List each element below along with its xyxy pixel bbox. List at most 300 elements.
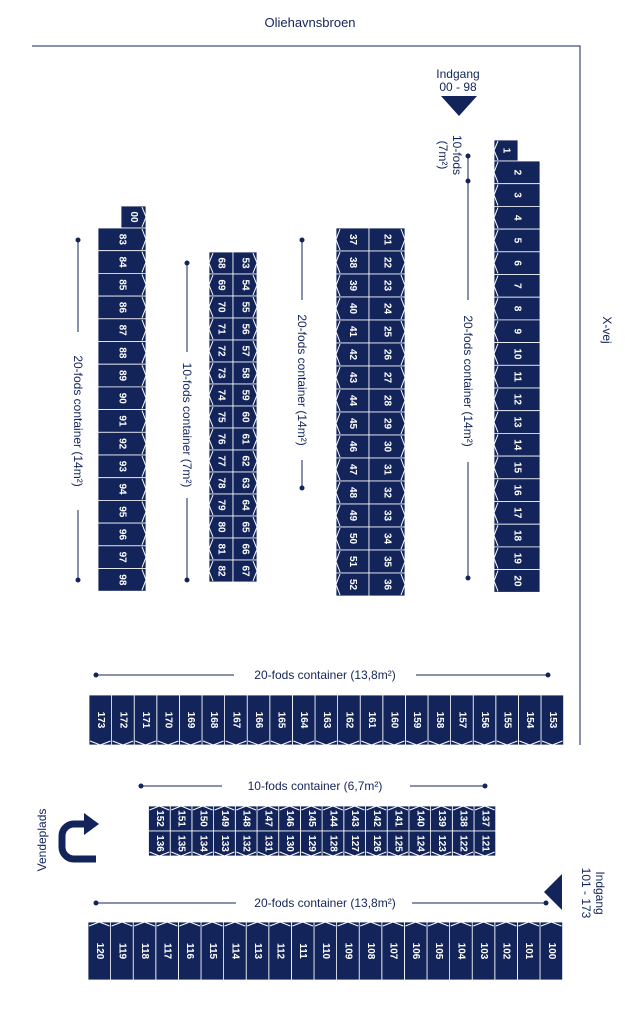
storage-unit[interactable] [98, 455, 146, 478]
storage-unit[interactable] [292, 695, 315, 745]
storage-unit[interactable] [279, 831, 301, 856]
unit-number: 127 [349, 835, 361, 852]
storage-unit[interactable] [369, 366, 405, 389]
storage-unit[interactable] [214, 831, 236, 856]
unit-number: 140 [414, 810, 426, 827]
unit-number: 172 [117, 711, 129, 729]
storage-unit[interactable] [214, 806, 236, 831]
unit-number: 87 [116, 324, 128, 336]
unit-number: 27 [381, 371, 393, 384]
unit-number: 144 [327, 810, 339, 827]
storage-unit[interactable] [209, 362, 233, 384]
dim-dot [466, 179, 471, 184]
storage-unit[interactable] [98, 251, 146, 274]
storage-unit[interactable] [541, 695, 564, 745]
storage-unit[interactable] [233, 252, 257, 274]
storage-unit[interactable] [387, 831, 409, 856]
storage-unit[interactable] [98, 273, 146, 296]
unit-number: 56 [239, 323, 251, 335]
unit-number: 66 [239, 543, 251, 555]
unit-number: 158 [433, 711, 445, 729]
unit-number: 48 [347, 486, 358, 499]
unit-number: 167 [230, 711, 242, 729]
unit-number: 114 [229, 942, 241, 960]
storage-unit[interactable] [452, 831, 474, 856]
unit-number: 117 [161, 942, 173, 960]
storage-unit[interactable] [233, 318, 257, 340]
storage-unit[interactable] [209, 472, 233, 494]
unit-number: 116 [184, 942, 196, 960]
unit-number: 59 [239, 389, 251, 401]
storage-unit[interactable] [494, 388, 540, 411]
unit-number: 43 [347, 371, 358, 384]
unit-number: 7 [511, 283, 523, 289]
unit-number: 88 [116, 347, 128, 359]
storage-unit[interactable] [431, 831, 453, 856]
unit-number: 103 [478, 942, 489, 960]
storage-unit[interactable] [472, 922, 495, 980]
storage-unit[interactable] [233, 516, 257, 538]
storage-unit[interactable] [336, 251, 369, 274]
storage-unit[interactable] [494, 320, 540, 343]
storage-unit[interactable] [225, 695, 248, 745]
storage-unit[interactable] [233, 296, 257, 318]
unit-number: 129 [305, 835, 317, 852]
unit-number: 52 [347, 578, 358, 591]
storage-unit[interactable] [344, 806, 366, 831]
storage-unit[interactable] [336, 527, 369, 550]
unit-number: 20 [511, 575, 523, 587]
storage-unit[interactable] [494, 161, 540, 184]
storage-unit[interactable] [233, 472, 257, 494]
storage-unit[interactable] [315, 695, 338, 745]
storage-unit[interactable] [369, 412, 405, 435]
unit-number: 2 [511, 169, 523, 176]
entrance-north-title: Indgang [436, 67, 480, 81]
storage-unit[interactable] [98, 410, 146, 433]
col4-label: 20-fods container (14m²) [71, 355, 85, 487]
storage-unit[interactable] [494, 365, 540, 388]
unit-number: 149 [218, 810, 230, 827]
storage-unit[interactable] [192, 831, 214, 856]
unit-number: 124 [414, 835, 426, 852]
storage-unit[interactable] [209, 406, 233, 428]
unit-number: 119 [116, 942, 128, 960]
unit-number: 162 [343, 711, 355, 729]
unit-number: 92 [116, 438, 128, 450]
storage-unit[interactable] [314, 922, 337, 980]
storage-unit[interactable] [494, 479, 540, 502]
storage-unit[interactable] [336, 228, 369, 251]
storage-unit[interactable] [336, 573, 369, 596]
storage-unit[interactable] [369, 458, 405, 481]
unit-number: 141 [392, 810, 404, 827]
storage-unit[interactable] [300, 806, 322, 831]
entrance-south-title: Indgang [593, 871, 607, 915]
storage-unit[interactable] [366, 831, 388, 856]
storage-unit[interactable] [209, 296, 233, 318]
storage-unit[interactable] [369, 435, 405, 458]
unit-number: 49 [347, 509, 358, 522]
storage-unit[interactable] [300, 831, 322, 856]
unit-number: 150 [197, 810, 209, 827]
storage-unit[interactable] [270, 695, 293, 745]
unit-number: 64 [239, 499, 251, 511]
storage-unit[interactable] [170, 806, 192, 831]
storage-unit[interactable] [209, 560, 233, 582]
storage-unit[interactable] [494, 524, 540, 547]
unit-number: 60 [239, 411, 251, 423]
storage-unit[interactable] [452, 806, 474, 831]
storage-unit[interactable] [235, 806, 257, 831]
storage-unit[interactable] [201, 922, 224, 980]
unit-number: 26 [381, 348, 393, 361]
storage-unit[interactable] [494, 411, 540, 434]
unit-number: 51 [347, 555, 358, 568]
storage-unit[interactable] [235, 831, 257, 856]
storage-unit[interactable] [494, 570, 540, 593]
storage-unit[interactable] [494, 229, 540, 252]
unit-number: 121 [479, 835, 491, 852]
storage-unit[interactable] [209, 384, 233, 406]
storage-unit[interactable] [98, 546, 146, 569]
unit-number: 100 [545, 942, 557, 960]
storage-unit[interactable] [209, 516, 233, 538]
unit-number: 171 [140, 711, 151, 729]
unit-number: 107 [387, 942, 399, 960]
storage-unit[interactable] [209, 274, 233, 296]
unit-number: 125 [392, 835, 404, 852]
unit-number: 130 [284, 835, 296, 852]
storage-unit[interactable] [494, 184, 540, 207]
unit-number: 82 [215, 565, 227, 577]
storage-unit[interactable] [133, 922, 156, 980]
storage-unit[interactable] [450, 922, 473, 980]
storage-unit[interactable] [336, 297, 369, 320]
unit-number: 132 [240, 835, 252, 852]
storage-unit[interactable] [246, 922, 269, 980]
unit-number: 53 [239, 257, 251, 269]
storage-unit[interactable] [336, 343, 369, 366]
storage-unit[interactable] [427, 922, 450, 980]
unit-number: 163 [320, 711, 332, 729]
storage-unit[interactable] [233, 494, 257, 516]
storage-unit[interactable] [473, 695, 496, 745]
storage-unit[interactable] [233, 384, 257, 406]
unit-number: 135 [175, 835, 187, 852]
storage-unit[interactable] [233, 340, 257, 362]
dim-dot [466, 576, 471, 581]
storage-unit[interactable] [369, 504, 405, 527]
storage-unit[interactable] [336, 550, 369, 573]
unit-number: 39 [347, 279, 358, 292]
storage-unit[interactable] [209, 428, 233, 450]
unit-number: 77 [215, 455, 227, 467]
storage-unit[interactable] [98, 296, 146, 319]
storage-unit[interactable] [451, 695, 474, 745]
unit-number: 8 [511, 305, 523, 312]
storage-unit[interactable] [431, 806, 453, 831]
storage-unit[interactable] [494, 252, 540, 275]
unit-number: 47 [347, 463, 358, 476]
storage-unit[interactable] [209, 538, 233, 560]
storage-unit[interactable] [494, 297, 540, 320]
storage-unit[interactable] [279, 806, 301, 831]
unit-number: 93 [116, 460, 128, 472]
storage-unit[interactable] [369, 527, 405, 550]
storage-unit[interactable] [405, 695, 428, 745]
unit-number: 101 [523, 942, 535, 960]
storage-unit[interactable] [269, 922, 292, 980]
unit-number: 57 [239, 345, 251, 357]
storage-unit[interactable] [257, 806, 279, 831]
storage-unit[interactable] [98, 319, 146, 342]
unit-number: 3 [511, 192, 523, 198]
storage-unit[interactable] [89, 695, 112, 745]
storage-unit[interactable] [540, 922, 563, 980]
storage-unit[interactable] [209, 494, 233, 516]
col1-top-label: 10-fods [450, 134, 464, 176]
storage-unit[interactable] [338, 695, 361, 745]
storage-unit[interactable] [337, 922, 360, 980]
storage-unit[interactable] [156, 922, 179, 980]
storage-unit[interactable] [494, 433, 540, 456]
unit-number: 58 [239, 367, 251, 379]
col3-label: 10-fods container (7m²) [180, 362, 194, 488]
storage-unit[interactable] [209, 252, 233, 274]
entrance-north-range: 00 - 98 [439, 80, 477, 94]
storage-unit[interactable] [359, 922, 382, 980]
unit-number: 111 [297, 943, 309, 959]
storage-unit[interactable] [98, 500, 146, 523]
storage-unit[interactable] [170, 831, 192, 856]
unit-number: 16 [511, 484, 523, 496]
unit-number: 169 [185, 711, 197, 729]
storage-unit[interactable] [409, 831, 431, 856]
unit-number: 1 [500, 147, 512, 154]
storage-unit[interactable] [382, 922, 405, 980]
unit-number: 154 [524, 711, 536, 729]
storage-unit[interactable] [369, 481, 405, 504]
storage-unit[interactable] [428, 695, 451, 745]
storage-unit[interactable] [366, 806, 388, 831]
unit-number: 11 [511, 371, 523, 382]
unit-number: 156 [479, 711, 490, 729]
storage-unit[interactable] [98, 478, 146, 501]
storage-unit[interactable] [336, 389, 369, 412]
unit-number: 73 [215, 367, 227, 379]
storage-unit[interactable] [336, 274, 369, 297]
storage-unit[interactable] [494, 275, 540, 298]
storage-unit[interactable] [369, 550, 405, 573]
storage-unit[interactable] [192, 806, 214, 831]
unit-number: 68 [215, 257, 227, 269]
unit-number: 139 [435, 810, 447, 827]
row-mid-label: 10-fods container (6,7m²) [247, 779, 383, 793]
storage-unit[interactable] [233, 560, 257, 582]
dim-dot [300, 238, 305, 243]
unit-number: 54 [239, 279, 251, 291]
storage-unit[interactable] [495, 922, 518, 980]
storage-unit[interactable] [233, 428, 257, 450]
storage-unit[interactable] [369, 228, 405, 251]
storage-unit[interactable] [387, 806, 409, 831]
unit-number: 36 [381, 578, 393, 591]
storage-unit[interactable] [369, 274, 405, 297]
storage-unit[interactable] [404, 922, 427, 980]
storage-unit[interactable] [178, 922, 201, 980]
storage-unit[interactable] [209, 340, 233, 362]
row-lower-label: 20-fods container (13,8m²) [254, 896, 396, 910]
unit-number: 9 [511, 328, 523, 335]
unit-number: 143 [349, 810, 361, 827]
unit-number: 40 [347, 302, 358, 315]
unit-number: 23 [381, 279, 393, 292]
unit-number: 12 [511, 393, 523, 405]
unit-number: 75 [215, 411, 227, 423]
unit-number: 35 [381, 555, 393, 568]
storage-unit[interactable] [344, 831, 366, 856]
storage-unit[interactable] [112, 695, 135, 745]
storage-unit[interactable] [157, 695, 180, 745]
storage-unit[interactable] [496, 695, 519, 745]
unit-number: 115 [206, 942, 218, 960]
unit-number: 32 [381, 486, 393, 499]
storage-unit[interactable] [518, 695, 541, 745]
unit-number: 166 [253, 711, 264, 729]
storage-unit[interactable] [494, 456, 540, 479]
unit-number: 17 [511, 507, 523, 519]
unit-number: 5 [511, 237, 523, 244]
storage-unit[interactable] [336, 435, 369, 458]
unit-number: 110 [319, 942, 331, 960]
storage-unit[interactable] [233, 274, 257, 296]
storage-unit[interactable] [233, 362, 257, 384]
storage-unit[interactable] [474, 806, 496, 831]
unit-number: 4 [511, 214, 523, 221]
storage-unit[interactable] [336, 412, 369, 435]
unit-number: 104 [455, 942, 467, 960]
unit-number: 67 [239, 565, 251, 577]
storage-unit[interactable] [494, 343, 540, 366]
storage-unit[interactable] [149, 831, 171, 856]
storage-unit[interactable] [98, 387, 146, 410]
storage-unit[interactable] [494, 502, 540, 525]
storage-unit[interactable] [336, 320, 369, 343]
unit-number: 138 [457, 810, 469, 827]
dim-dot [483, 784, 488, 789]
storage-unit[interactable] [209, 318, 233, 340]
storage-unit[interactable] [224, 922, 247, 980]
unit-number: 72 [215, 345, 227, 357]
unit-number: 78 [215, 477, 227, 489]
storage-unit[interactable] [233, 450, 257, 472]
entrance-north-arrow-icon [441, 96, 477, 116]
storage-unit[interactable] [121, 206, 146, 228]
unit-number: 44 [347, 394, 358, 407]
storage-unit[interactable] [336, 504, 369, 527]
storage-unit[interactable] [322, 806, 344, 831]
storage-unit[interactable] [233, 538, 257, 560]
unit-number: 85 [116, 279, 128, 291]
storage-unit[interactable] [409, 806, 431, 831]
unit-number: 46 [347, 440, 358, 453]
storage-unit[interactable] [494, 547, 540, 570]
storage-unit[interactable] [474, 831, 496, 856]
storage-unit[interactable] [134, 695, 157, 745]
storage-unit[interactable] [98, 432, 146, 455]
storage-unit[interactable] [98, 569, 146, 592]
row-upper-label: 20-fods container (13,8m²) [254, 668, 396, 682]
unit-number: 106 [410, 942, 422, 960]
storage-unit[interactable] [257, 831, 279, 856]
unit-number: 50 [347, 532, 358, 545]
storage-unit[interactable] [369, 573, 405, 596]
storage-unit[interactable] [111, 922, 134, 980]
unit-number: 65 [239, 521, 251, 533]
storage-unit[interactable] [383, 695, 406, 745]
unit-number: 151 [175, 810, 187, 827]
storage-unit[interactable] [336, 366, 369, 389]
storage-unit[interactable] [336, 481, 369, 504]
storage-unit[interactable] [202, 695, 225, 745]
storage-unit[interactable] [369, 343, 405, 366]
dim-dot [546, 673, 551, 678]
storage-unit[interactable] [369, 251, 405, 274]
unit-number: 62 [239, 455, 251, 467]
unit-number: 18 [511, 529, 523, 542]
dim-dot [185, 578, 190, 583]
storage-unit[interactable] [233, 406, 257, 428]
storage-unit[interactable] [179, 695, 202, 745]
unit-number: 157 [456, 711, 468, 729]
unit-number: 147 [262, 810, 274, 827]
storage-unit[interactable] [336, 458, 369, 481]
storage-unit[interactable] [369, 320, 405, 343]
unit-number: 6 [511, 260, 523, 266]
storage-unit[interactable] [98, 342, 146, 365]
storage-unit[interactable] [494, 206, 540, 229]
storage-unit[interactable] [322, 831, 344, 856]
storage-unit[interactable] [369, 297, 405, 320]
storage-unit[interactable] [88, 922, 111, 980]
storage-unit[interactable] [149, 806, 171, 831]
storage-unit[interactable] [98, 228, 146, 251]
unit-number: 153 [546, 711, 558, 729]
storage-unit[interactable] [291, 922, 314, 980]
unit-number: 126 [370, 835, 382, 852]
unit-number: 165 [275, 711, 287, 729]
storage-unit[interactable] [517, 922, 540, 980]
entrance-south-range: 101 - 173 [579, 867, 593, 919]
col1-label: 20-fods container (14m²) [461, 315, 475, 447]
unit-number: 142 [370, 810, 382, 827]
storage-unit[interactable] [98, 364, 146, 387]
storage-unit[interactable] [247, 695, 270, 745]
storage-unit[interactable] [209, 450, 233, 472]
unit-number: 84 [116, 256, 128, 268]
unit-number: 159 [411, 711, 423, 729]
storage-unit[interactable] [494, 140, 518, 161]
storage-unit[interactable] [360, 695, 383, 745]
unit-number: 70 [215, 301, 227, 313]
unit-number: 120 [93, 942, 105, 960]
storage-unit[interactable] [98, 523, 146, 546]
dim-dot [139, 784, 144, 789]
unit-number: 112 [274, 942, 286, 960]
unit-number: 89 [116, 369, 128, 382]
storage-unit[interactable] [369, 389, 405, 412]
